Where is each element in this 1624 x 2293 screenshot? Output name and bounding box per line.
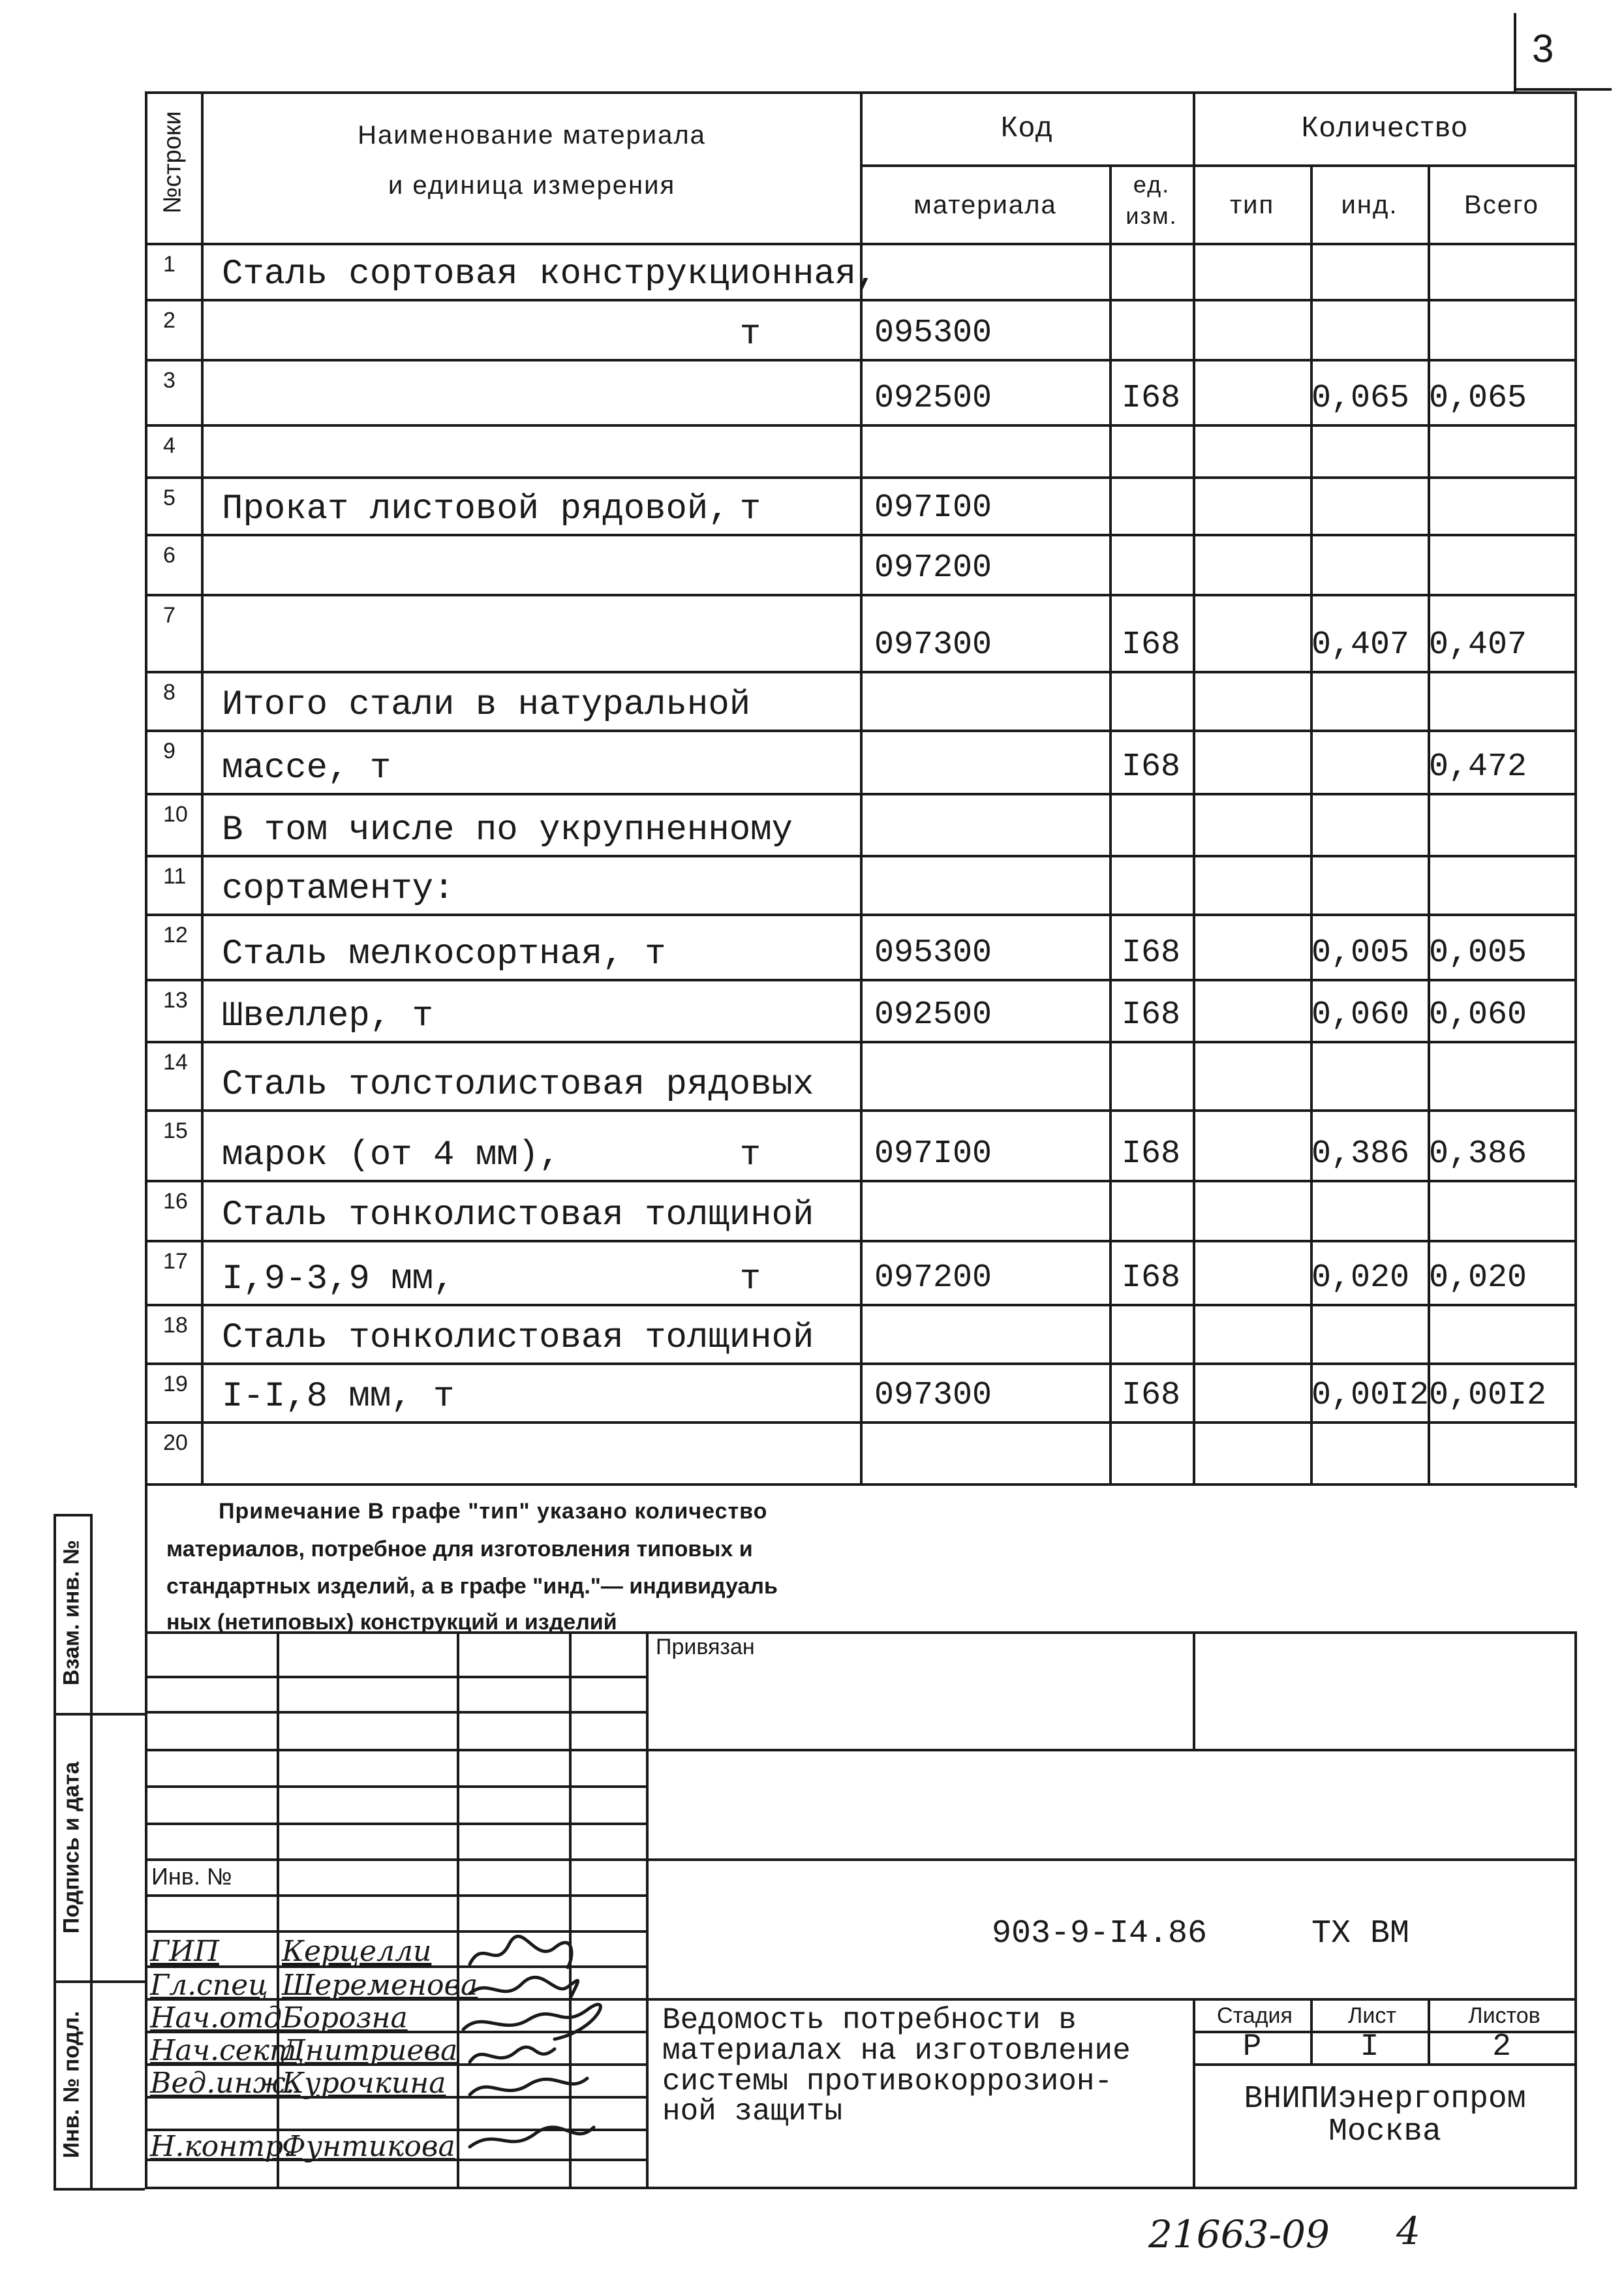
signature-gl-spec <box>470 1977 578 1997</box>
stamp-privyazan-div <box>1193 1631 1195 1749</box>
row-divider <box>145 1180 1577 1182</box>
row-divider <box>145 1240 1577 1242</box>
signer-name: Курочкина <box>282 2067 446 2100</box>
header-row-no: №строки <box>159 111 187 214</box>
stamp-h2 <box>145 1711 647 1714</box>
row-unit: I68 <box>1121 626 1180 664</box>
signer-name: Шеременова <box>282 1969 478 2002</box>
row-code: 092500 <box>874 996 992 1034</box>
row-divider <box>145 979 1577 981</box>
row-ind: 0,065 <box>1311 380 1410 417</box>
side-strip-outer <box>54 1514 56 2189</box>
header-material: материала <box>913 191 1057 219</box>
header-name-line2: и единица измерения <box>388 171 676 200</box>
row-number: 6 <box>163 543 176 568</box>
row-code: 092500 <box>874 380 992 417</box>
row-ind: 0,060 <box>1311 996 1410 1034</box>
row-divider <box>145 476 1577 479</box>
row-name-unit: т <box>739 1135 761 1175</box>
signer-role: Нач.отд <box>150 2001 283 2035</box>
header-total: Всего <box>1464 191 1539 219</box>
row-unit: I68 <box>1121 1259 1180 1297</box>
stamp-top <box>145 1631 1577 1634</box>
row-name: I,9-3,9 мм, <box>222 1259 455 1299</box>
row-total: 0,065 <box>1429 380 1527 417</box>
row-ind: 0,386 <box>1311 1135 1410 1173</box>
row-ind: 0,020 <box>1311 1259 1410 1297</box>
stage-value: Р <box>1242 2029 1262 2065</box>
stamp-h3 <box>145 1749 647 1751</box>
row-number: 4 <box>163 433 176 458</box>
stamp-h7 <box>145 1894 647 1897</box>
stamp-right-h1 <box>646 1749 1576 1751</box>
row-number: 15 <box>163 1118 188 1143</box>
row-number: 13 <box>163 988 188 1013</box>
row-number: 2 <box>163 308 176 333</box>
signer-name: Днитриева <box>282 2034 458 2067</box>
row-ind: 0,005 <box>1311 934 1410 972</box>
row-divider <box>145 1421 1577 1424</box>
row-unit: I68 <box>1121 996 1180 1034</box>
row-number: 19 <box>163 1372 188 1396</box>
row-name: Сталь тонколистовая толщиной <box>222 1318 814 1358</box>
row-name: Сталь сортовая конструкционная, <box>222 254 878 294</box>
stamp-h6 <box>145 1858 647 1861</box>
stamp-h5 <box>145 1823 647 1825</box>
row-divider <box>145 1109 1577 1112</box>
row-name: сортаменту: <box>222 869 455 909</box>
signer-name: Фунтикова <box>282 2130 455 2163</box>
signer-role: Вед.инж. <box>150 2067 295 2100</box>
doc-title-line4: ной защиты <box>662 2095 843 2129</box>
row-name-unit: т <box>739 315 761 354</box>
row-number: 1 <box>163 252 176 277</box>
row-number: 16 <box>163 1189 188 1214</box>
row-name: Сталь тонколистовая толщиной <box>222 1195 814 1235</box>
signature-ved-inzh <box>470 2078 587 2095</box>
footer-number: 21663-09 <box>1148 2212 1330 2256</box>
side-strip-top <box>54 1514 91 1516</box>
page-number-rule <box>1514 13 1516 91</box>
signature-nach-sekt <box>470 2047 555 2062</box>
row-name: массе, т <box>222 748 391 788</box>
note-line3: стандартных изделий, а в графе "инд."— индивидуаль <box>166 1574 778 1599</box>
row-name: Прокат листовой рядовой, <box>222 489 729 529</box>
row-name: Сталь мелкосортная, т <box>222 934 666 974</box>
inv-no-label: Инв. № <box>151 1863 232 1890</box>
stamp-h1 <box>145 1676 647 1678</box>
signature-gip <box>470 1936 572 1967</box>
row-number: 18 <box>163 1313 188 1338</box>
row-name: Итого стали в натуральной <box>222 685 751 725</box>
row-unit: I68 <box>1121 934 1180 972</box>
row-divider <box>145 594 1577 596</box>
stamp-right-h3 <box>646 1998 1576 2001</box>
signature-nach-otd <box>463 2005 600 2039</box>
side-label-inv-podl: Инв. № подл. <box>59 2010 84 2159</box>
signer-role: ГИП <box>150 1935 219 1968</box>
row-code: 097I00 <box>874 489 992 527</box>
row-total: 0,020 <box>1429 1259 1527 1297</box>
row-number: 5 <box>163 485 176 510</box>
side-strip-bottom <box>54 2188 145 2191</box>
row-code: 097I00 <box>874 1135 992 1173</box>
org-line2: Москва <box>1328 2114 1441 2149</box>
stamp-bottom <box>145 2187 1577 2189</box>
row-number: 8 <box>163 680 176 705</box>
row-number: 20 <box>163 1430 188 1455</box>
row-name-unit: т <box>739 489 761 529</box>
row-code: 095300 <box>874 934 992 972</box>
row-number: 12 <box>163 923 188 947</box>
row-ind: 0,407 <box>1311 626 1410 664</box>
row-divider <box>145 914 1577 916</box>
row-code: 095300 <box>874 315 992 352</box>
doc-code: 903-9-I4.86 <box>992 1915 1208 1952</box>
row-total: 0,472 <box>1429 748 1527 786</box>
stamp-right-h2 <box>646 1858 1576 1861</box>
signature-scribbles <box>457 1931 652 2166</box>
side-strip-inner <box>90 1514 93 2189</box>
row-number: 3 <box>163 368 176 393</box>
row-number: 17 <box>163 1249 188 1274</box>
side-strip-div2 <box>54 1980 145 1983</box>
note-line2: материалов, потребное для изготовления типовых и <box>166 1537 753 1562</box>
row-ind: 0,00I2 <box>1311 1377 1430 1414</box>
privyazan-label: Привязан <box>656 1635 755 1659</box>
row-code: 097200 <box>874 549 992 587</box>
row-total: 0,060 <box>1429 996 1527 1034</box>
doc-suffix: ТХ ВМ <box>1311 1915 1410 1952</box>
header-name-line1: Наименование материала <box>358 121 706 149</box>
row-divider <box>145 1304 1577 1306</box>
footer-page: 4 <box>1396 2209 1420 2253</box>
side-label-podpis: Подпись и дата <box>59 1761 84 1934</box>
sheet-value: I <box>1360 2029 1379 2065</box>
row-unit: I68 <box>1121 380 1180 417</box>
row-divider <box>145 1362 1577 1365</box>
side-label-vzam: Взам. инв. № <box>59 1539 84 1686</box>
side-strip-div1 <box>54 1713 145 1716</box>
header-unit-line1: ед. <box>1133 171 1171 198</box>
row-divider <box>145 730 1577 732</box>
row-divider <box>145 1041 1577 1043</box>
row-total: 0,005 <box>1429 934 1527 972</box>
note-line4: ных (нетиповых) конструкций и изделий <box>166 1610 617 1635</box>
row-name: Сталь толстолистовая рядовых <box>222 1065 814 1105</box>
org-line1: ВНИПИэнергопром <box>1244 2082 1526 2117</box>
header-sub-border <box>860 164 1577 167</box>
row-code: 097200 <box>874 1259 992 1297</box>
row-total: 0,407 <box>1429 626 1527 664</box>
row-number: 11 <box>163 864 187 889</box>
signature-n-kontr <box>470 2127 594 2147</box>
row-number: 9 <box>163 739 176 763</box>
row-number: 7 <box>163 603 176 628</box>
row-divider <box>145 855 1577 857</box>
row-unit: I68 <box>1121 748 1180 786</box>
signer-name: Керцелли <box>282 1935 432 1968</box>
doc-title-line1: Ведомость потребности в <box>662 2003 1077 2037</box>
doc-title-line3: системы противокоррозион- <box>662 2065 1113 2099</box>
row-divider <box>145 534 1577 536</box>
row-unit: I68 <box>1121 1135 1180 1173</box>
row-code: 097300 <box>874 1377 992 1414</box>
doc-title-line2: материалах на изготовление <box>662 2034 1131 2068</box>
row-divider <box>145 424 1577 427</box>
row-name: В том числе по укрупненному <box>222 810 793 850</box>
signer-role: Гл.спец <box>150 1969 268 2002</box>
row-divider <box>145 671 1577 673</box>
page-number: 3 <box>1532 27 1554 70</box>
row-unit: I68 <box>1121 1377 1180 1414</box>
sheet-label: Лист <box>1348 2003 1396 2028</box>
row-name: I-I,8 мм, т <box>222 1377 455 1417</box>
stamp-v1 <box>277 1631 279 2189</box>
stamp-h4 <box>145 1785 647 1788</box>
page-number-rule-h <box>1514 88 1612 91</box>
row-code: 097300 <box>874 626 992 664</box>
row-total: 0,00I2 <box>1429 1377 1547 1414</box>
stage-label: Стадия <box>1217 2003 1293 2028</box>
row-name: Швеллер, т <box>222 996 434 1036</box>
row-name-unit: т <box>739 1259 761 1299</box>
note-line1: Примечание В графе "тип" указано количество <box>219 1499 768 1524</box>
sheets-label: Листов <box>1468 2003 1540 2028</box>
signer-name: Борозна <box>282 2001 408 2035</box>
row-name: марок (от 4 мм), <box>222 1135 560 1175</box>
signer-role: Н.контр. <box>150 2130 292 2163</box>
header-type: тип <box>1229 191 1275 219</box>
row-divider <box>145 299 1577 301</box>
header-unit-line2: изм. <box>1126 202 1178 229</box>
header-code: Код <box>1000 111 1054 143</box>
row-divider <box>145 1483 1577 1486</box>
header-ind: инд. <box>1341 191 1398 219</box>
row-number: 10 <box>163 802 188 827</box>
row-total: 0,386 <box>1429 1135 1527 1173</box>
table-left-border <box>145 91 147 2189</box>
signer-role: Нач.сект <box>150 2034 297 2067</box>
header-quantity: Количество <box>1301 111 1469 143</box>
row-number: 14 <box>163 1050 188 1075</box>
row-divider <box>145 793 1577 795</box>
row-divider <box>145 359 1577 362</box>
sheets-value: 2 <box>1492 2029 1511 2065</box>
